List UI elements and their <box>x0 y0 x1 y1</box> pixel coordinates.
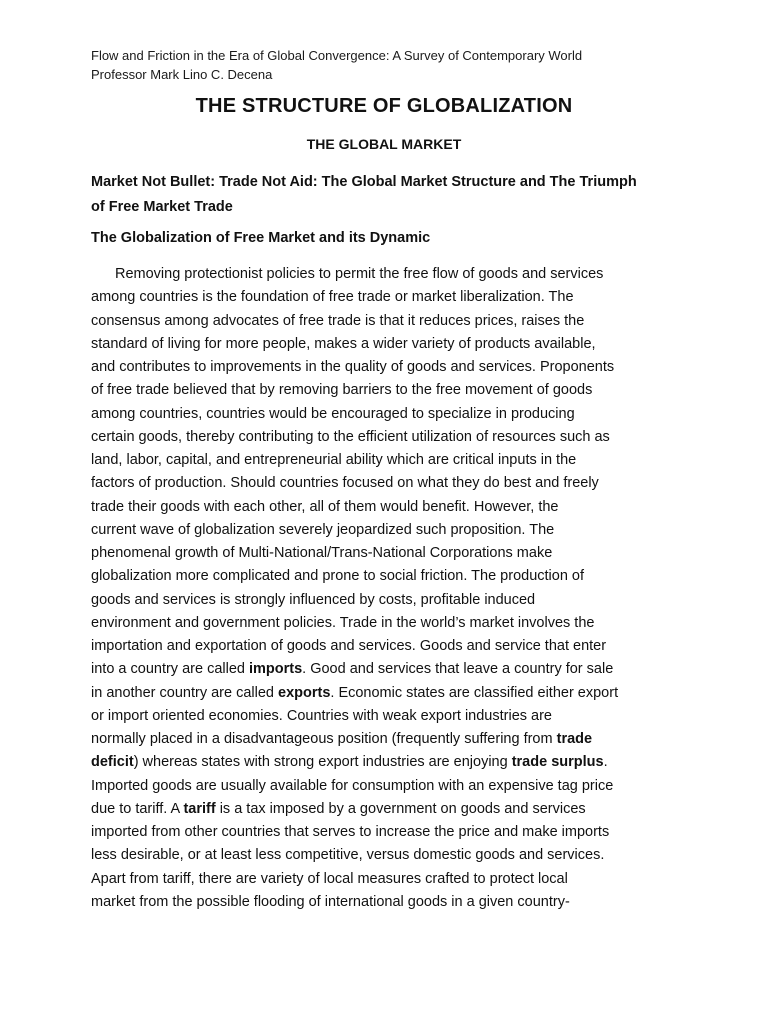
text-run: Imported goods are usually available for consumption with an expensive tag price <box>91 777 614 794</box>
text-run: Apart from tariff, there are variety of local measures crafted to protect local <box>91 870 568 887</box>
body-line <box>91 333 691 356</box>
text-run: of free trade believed that by removing barriers to the free movement of goods <box>91 382 593 399</box>
text-run: standard of living for more people, makes a wider variety of products available, <box>91 335 596 352</box>
text-run: ) whereas states with strong export industries are enjoying <box>133 754 512 771</box>
body-line <box>91 728 691 751</box>
body-line <box>91 751 691 774</box>
body-line <box>91 868 691 891</box>
body-line <box>91 403 691 426</box>
body-line <box>91 542 691 565</box>
course-title: Flow and Friction in the Era of Global Convergence: A Survey of Contemporary World <box>91 48 583 63</box>
body-line <box>91 589 691 612</box>
body-line <box>91 844 691 867</box>
text-run: current wave of globalization severely jeopardized such proposition. The <box>91 521 555 538</box>
body-line <box>91 449 691 472</box>
course-header <box>91 46 582 84</box>
body-line <box>91 635 691 658</box>
bold-term: trade <box>556 731 593 747</box>
section-heading <box>91 170 691 220</box>
subsection-heading: The Globalization of Free Market and its Dynamic <box>91 230 431 246</box>
body-line <box>91 472 691 495</box>
body-line <box>91 705 691 728</box>
body-line <box>91 658 691 681</box>
text-run: factors of production. Should countries focused on what they do best and freely <box>91 475 599 492</box>
bold-term: tariff <box>183 800 216 817</box>
section-heading-line: Market Not Bullet: Trade Not Aid: The Global Market Structure and The Triumph <box>91 174 637 190</box>
document-title: THE STRUCTURE OF GLOBALIZATION <box>195 95 573 117</box>
text-run: certain goods, thereby contributing to the efficient utilization of resources such as <box>91 428 610 445</box>
body-paragraph <box>91 263 691 914</box>
text-run: due to tariff. A <box>91 800 184 817</box>
body-line <box>91 310 691 333</box>
bold-term: imports <box>248 661 303 678</box>
body-line <box>91 612 691 635</box>
text-run: or import oriented economies. Countries with weak export industries are <box>91 707 552 724</box>
bold-term: deficit <box>91 754 134 771</box>
section-heading-line: of Free Market Trade <box>91 199 233 215</box>
body-line <box>91 356 691 379</box>
text-run: consensus among advocates of free trade is that it reduces prices, raises the <box>91 312 585 329</box>
text-run: phenomenal growth of Multi-National/Trans-National Corporations make <box>91 545 553 561</box>
text-run: Removing protectionist policies to permit the free flow of goods and services <box>115 266 604 282</box>
professor-name: Professor Mark Lino C. Decena <box>91 67 273 82</box>
text-run: less desirable, or at least less competitive, versus domestic goods and services. <box>91 847 605 864</box>
text-run: is a tax imposed by a government on goods and services <box>215 800 586 817</box>
text-run: imported from other countries that serves to increase the price and make imports <box>91 824 610 840</box>
body-line <box>91 891 691 914</box>
body-line <box>91 682 691 705</box>
text-run: market from the possible flooding of international goods in a given country- <box>91 893 570 910</box>
document-subtitle: THE GLOBAL MARKET <box>306 136 462 152</box>
text-run: . Economic states are classified either export <box>330 684 619 701</box>
body-line <box>91 565 691 588</box>
bold-term: exports <box>278 684 331 701</box>
body-line <box>91 426 691 449</box>
text-run: . Good and services that leave a country for sale <box>302 661 614 678</box>
text-run: trade their goods with each other, all of them would benefit. However, the <box>91 498 559 515</box>
text-run: . <box>603 754 608 771</box>
body-line <box>91 821 691 844</box>
text-run: goods and services is strongly influenced by costs, profitable induced <box>91 591 536 608</box>
text-run: among countries is the foundation of free trade or market liberalization. The <box>91 289 574 306</box>
body-line <box>91 286 691 309</box>
text-run: among countries, countries would be encouraged to specialize in producing <box>91 405 575 422</box>
body-line <box>91 775 691 798</box>
text-run: in another country are called <box>91 684 278 701</box>
text-run: environment and government policies. Trade in the world’s market involves the <box>91 614 595 631</box>
bold-term: trade surplus <box>511 754 604 771</box>
body-line <box>91 379 691 402</box>
text-run: globalization more complicated and prone to social friction. The production of <box>91 568 585 585</box>
text-run: land, labor, capital, and entrepreneurial ability which are critical inputs in the <box>91 452 577 468</box>
body-line <box>91 798 691 821</box>
body-line <box>91 263 691 286</box>
text-run: and contributes to improvements in the quality of goods and services. Proponents <box>91 359 615 375</box>
text-run: importation and exportation of goods and services. Goods and service that enter <box>91 638 607 654</box>
body-line <box>91 496 691 519</box>
text-run: into a country are called <box>91 661 249 678</box>
text-run: normally placed in a disadvantageous position (frequently suffering from <box>91 731 557 747</box>
body-line <box>91 519 691 542</box>
